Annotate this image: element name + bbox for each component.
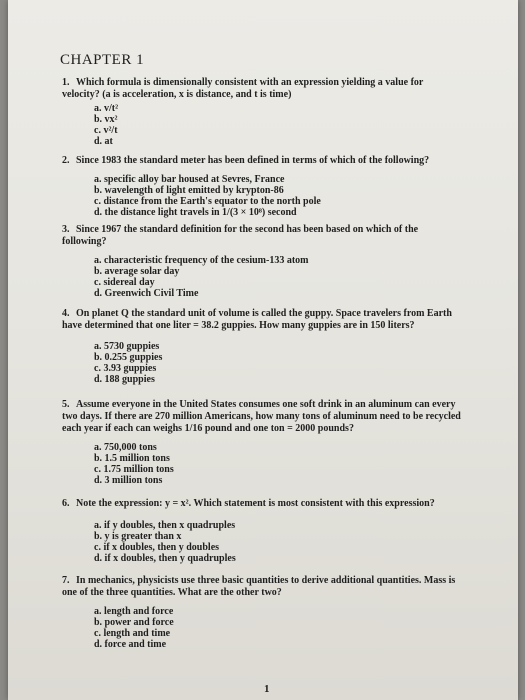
option-a: a. specific alloy bar housed at Sevres, France [94,174,285,185]
question-stem: Note the expression: y = x². Which statement is most consistent with this expression? [76,498,435,509]
question-stem: On planet Q the standard unit of volume is called the guppy. Space travelers from Earth have determined that one liter = 38.2 guppies. How many guppies are in 150 liters? [62,308,452,331]
option-b: b. power and force [94,617,174,628]
option-a: a. 5730 guppies [94,341,160,352]
option-b: b. 1.5 million tons [94,453,170,464]
option-a: a. v/t² [94,103,119,114]
option-b: b. 0.255 guppies [94,352,163,363]
options-7 [94,606,174,650]
option-c: c. if x doubles, then y doubles [94,542,220,553]
question-7 [62,575,462,599]
option-c: c. 1.75 million tons [94,464,174,475]
question-stem: Since 1967 the standard definition for the second has been based on which of the following? [62,224,419,247]
options-6 [94,520,236,564]
question-number: 6. [62,498,70,509]
option-d: d. Greenwich Civil Time [94,288,199,299]
question-number: 5. [62,399,70,410]
question-stem: Since 1983 the standard meter has been defined in terms of which of the following? [76,155,430,166]
question-1 [62,77,462,101]
question-4 [62,308,462,332]
document-page [8,0,518,700]
option-c: c. 3.93 guppies [94,363,157,374]
question-2 [62,155,462,167]
options-4 [94,341,162,385]
question-6 [62,498,462,510]
option-c: c. length and time [94,628,171,639]
option-d: d. at [94,136,113,147]
option-b: b. wavelength of light emitted by krypton-86 [94,185,284,196]
option-a: a. 750,000 tons [94,442,157,453]
question-number: 3. [62,224,70,235]
question-3 [62,224,462,248]
question-number: 7. [62,575,70,586]
question-stem: Assume everyone in the United States consumes one soft drink in an aluminum can every two days. If there are 270 million Americans, how many tons of aluminum need to be recycled each year if each can weighs 1/16 pound and one ton = 2000 pounds? [62,399,461,434]
option-d: d. force and time [94,639,167,650]
option-c: c. distance from the Earth's equator to the north pole [94,196,321,207]
option-a: a. characteristic frequency of the cesium-133 atom [94,255,309,266]
question-number: 1. [62,77,70,88]
options-1 [94,103,118,147]
options-3 [94,255,308,299]
option-b: b. average solar day [94,266,180,277]
option-d: d. if x doubles, then y quadruples [94,553,236,564]
option-d: d. 3 million tons [94,475,163,486]
option-b: b. vx² [94,114,118,125]
question-number: 2. [62,155,70,166]
question-5 [62,399,462,435]
option-d: d. 188 guppies [94,374,155,385]
question-stem: Which formula is dimensionally consistent with an expression yielding a value for velocity? (a is acceleration, x is distance, and t is time) [62,77,424,100]
option-c: c. v²/t [94,125,118,136]
options-5 [94,442,174,486]
option-c: c. sidereal day [94,277,155,288]
chapter-heading: CHAPTER 1 [60,52,145,68]
question-stem: In mechanics, physicists use three basic quantities to derive additional quantities. Mass is one of the three quantities. What are the other two? [62,575,456,598]
page-number: 1 [264,683,270,695]
option-a: a. length and force [94,606,174,617]
option-a: a. if y doubles, then x quadruples [94,520,236,531]
question-number: 4. [62,308,70,319]
option-b: b. y is greater than x [94,531,182,542]
options-2 [94,174,321,218]
option-d: d. the distance light travels in 1/(3 × 10⁸) second [94,207,297,218]
